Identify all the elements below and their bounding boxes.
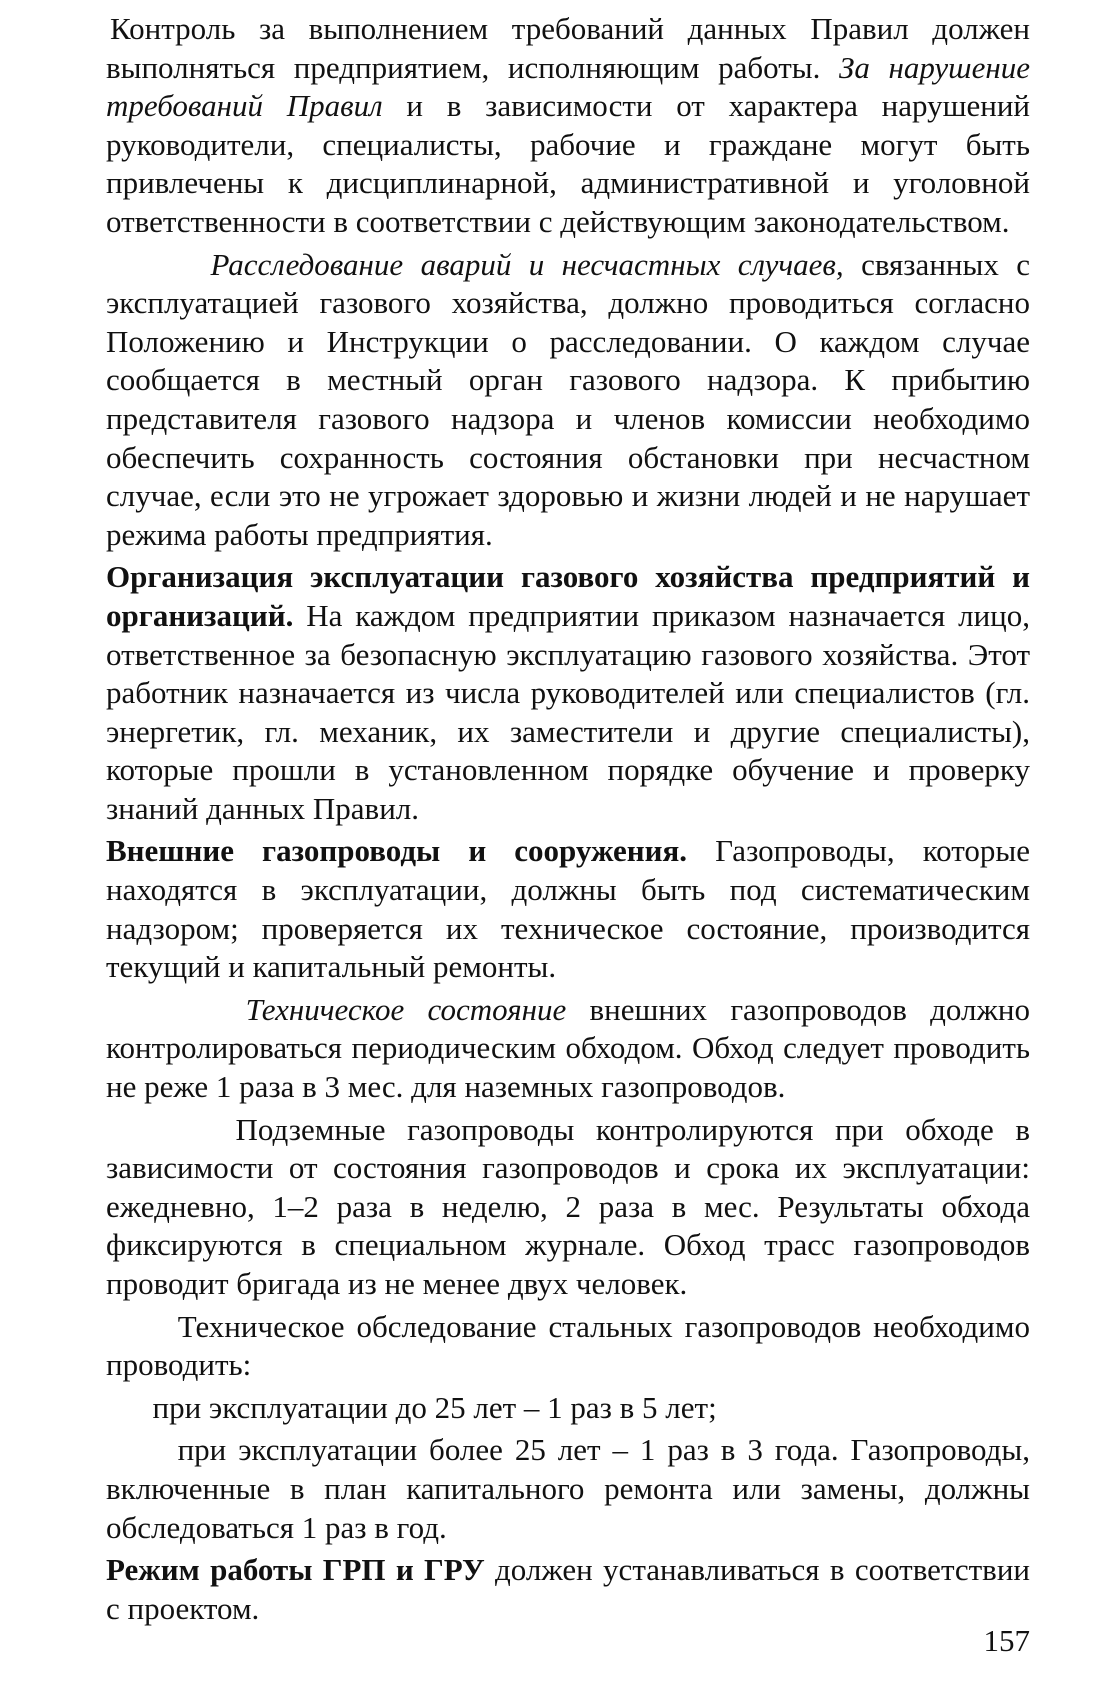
text-run: Подземные газопроводы контролируются при обходе в зависимости от состояния газопроводов и срока их эксплуатации: ежедневно, 1–2 раза в неделю, 2 раза в мес. Результаты обхода фиксируются в специальном журнале. Обход трасс газопроводов проводит бригада из не менее двух человек. xyxy=(106,1111,1031,1301)
paragraph-external-pipelines xyxy=(106,832,1030,986)
text-run: На каждом предприятии приказом назначается лицо, ответственное за безопасную эксплуатацию газового хозяйства. Этот работник назначается из числа руководителей или специалистов (гл. энергетик, гл. механик, их заместители и другие специалисты), которые прошли в установленном порядке обучение и проверку знаний данных Правил. xyxy=(106,597,1030,826)
page-number: 157 xyxy=(983,1623,1030,1658)
text-run: и в зависимости от характера нарушений руководители, специалисты, рабочие и граждане могут быть привлечены к дисциплинарной, административной и уголовной ответственности в соответствии с действующим законодательством. xyxy=(106,88,1031,239)
paragraph-accident-investigation xyxy=(106,246,1030,555)
body-text xyxy=(106,10,1030,1628)
bold-heading-grp-gru: Режим работы ГРП и ГРУ xyxy=(106,1552,485,1588)
paragraph-technical-condition xyxy=(106,991,1030,1107)
paragraph-inspection-over-25 xyxy=(106,1431,1030,1547)
paragraph-control-responsibility xyxy=(106,10,1030,242)
text-run: должен устанавливаться в соответствии с проектом. xyxy=(106,1552,1030,1626)
text-run: при эксплуатации до 25 лет – 1 раз в 5 лет; xyxy=(152,1389,717,1425)
paragraph-technical-inspection xyxy=(106,1308,1030,1385)
text-run: внешних газопроводов должно контролироваться периодическим обходом. Обход следует проводить не реже 1 раза в 3 мес. для наземных газопроводов. xyxy=(106,991,1030,1105)
italic-term-investigation: Расследование аварий и несчастных случаев, xyxy=(210,246,844,282)
text-run: связанных с эксплуатацией газового хозяйства, должно проводиться согласно Положению и Инструкции о расследовании. О каждом случае сообщается в местный орган газового надзора. К прибытию представителя газового надзора и членов комиссии необходимо обеспечить сохранность состояния обстановки при несчастном случае, если это не угрожает здоровью и жизни людей и не нарушает режима работы предприятия. xyxy=(106,246,1031,552)
text-run: при эксплуатации более 25 лет – 1 раз в 3 года. Газопроводы, включенные в план капитального ремонта или замены, должны обследоваться 1 раз в год. xyxy=(106,1432,1030,1545)
text-run: Техническое обследование стальных газопроводов необходимо проводить: xyxy=(106,1308,1030,1383)
text-run: Газопроводы, которые находятся в эксплуатации, должны быть под систематическим надзором; проверяется их техническое состояние, производится текущий и капитальный ремонты. xyxy=(106,833,1030,985)
italic-term-technical-condition: Техническое состояние xyxy=(245,991,567,1027)
paragraph-grp-gru-mode xyxy=(106,1551,1030,1628)
text-run: Контроль за выполнением требований данных Правил должен выполняться предприятием, исполняющим работы. xyxy=(106,11,1030,85)
bold-heading-external-pipelines: Внешние газопроводы и сооружения. xyxy=(106,833,688,869)
paragraph-gas-facility-organization xyxy=(106,558,1030,828)
paragraph-inspection-under-25 xyxy=(106,1389,1030,1428)
bold-heading-organization: Организация эксплуатации газового хозяйства предприятий и организаций. xyxy=(106,559,1030,633)
paragraph-underground-pipelines xyxy=(106,1111,1030,1304)
italic-term-violation: За нарушение требований Правил xyxy=(106,49,1030,124)
